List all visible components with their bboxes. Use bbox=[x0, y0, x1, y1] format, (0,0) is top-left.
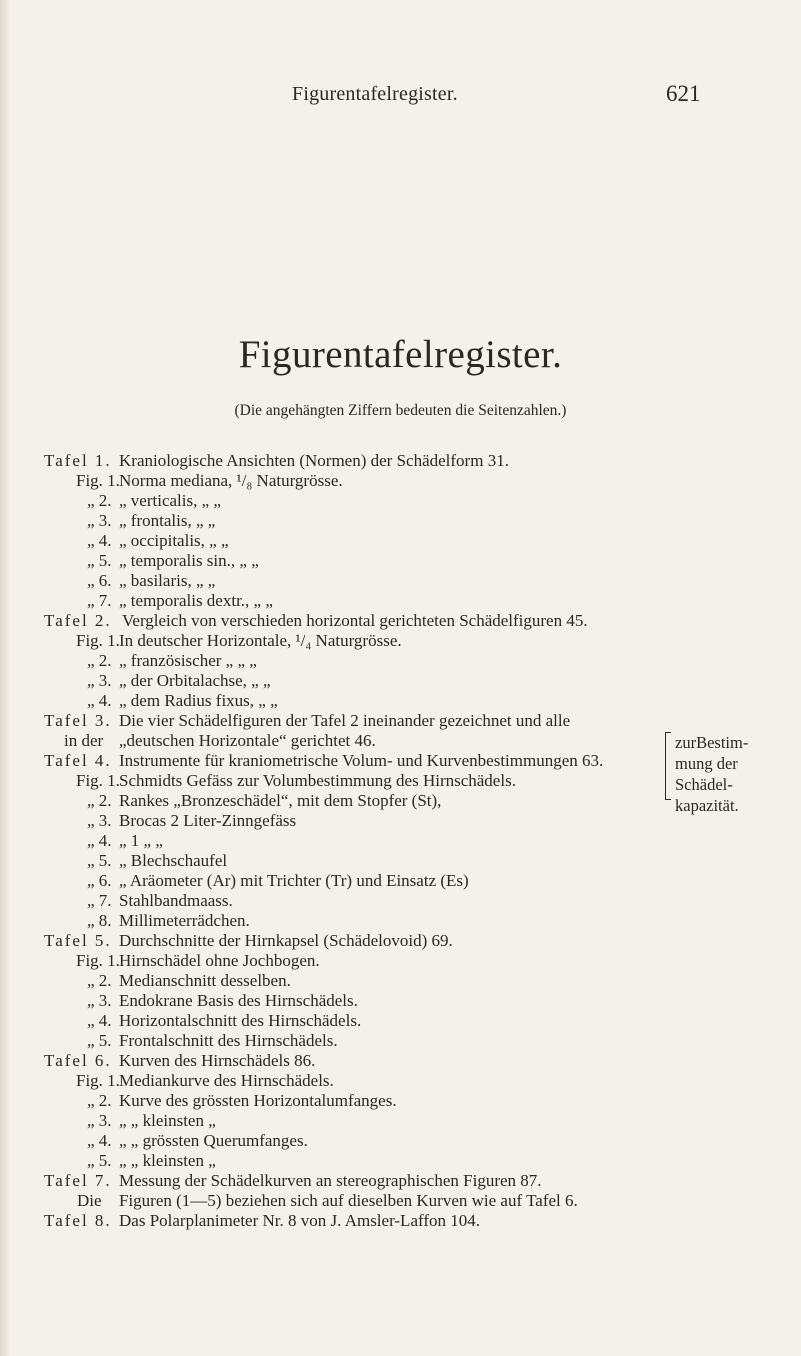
brace-note bbox=[675, 732, 748, 816]
running-header bbox=[0, 79, 801, 109]
page-subtitle: (Die angehängten Ziffern bedeuten die Seitenzahlen.) bbox=[234, 402, 567, 419]
brace-note-line: Schädel- bbox=[675, 775, 733, 794]
brace-note-line: kapazität. bbox=[675, 796, 739, 815]
binding-shadow bbox=[0, 0, 10, 1356]
running-head-title: Figurentafelregister. bbox=[292, 83, 458, 105]
page-title: Figurentafelregister. bbox=[238, 333, 563, 376]
brace-note-line: mung der bbox=[675, 754, 738, 773]
book-page: Figurentafelregister. 621 Figurentafelregister. (Die angehängten Ziffern bedeuten die Seitenzahlen.) Tafel 1. Kraniologische Ansichten (Normen) der Schädelform 31. Fig. 1. Norma mediana, ¹/₈ Naturgrösse. „ 2. „ verticalis, „ „ „ 3. „ frontalis, „ „ „ 4. „ occipitalis, „ „ „ 5. „ temporalis sin., „ „ „ 6. „ basilaris, „ „ „ 7. „ temporalis dextr., „ „ Tafel 2. Vergleich von verschieden horizontal gerichteten Schädelfiguren 45. Fig. 1. In deutscher Horizontale, ¹/₄ Naturgrösse. „ 2. „ französischer „ „ „ „ 3. „ der Orbitalachse, „ „ „ 4. „ dem Radius fixus, „ „ Tafel 3. Die vier Schädelfiguren der Tafel 2 ineinander gezeichnet und alle in der „deutschen Horizontale“ gerichtet 46. Tafel 4. Instrumente für kraniometrische Volum- und Kurvenbestimmungen 63. Fig. 1. Schmidts Gefäss zur Volumbestimmung des Hirnschädels. „ 2. Rankes „Bronzeschädel“, mit dem Stopfer (St), „ 3. Brocas 2 Liter-Zinngefäss „ 4. „ 1 „ „ „ 5. „ Blechschaufel „ 6. „ Aräometer (Ar) mit Trichter (Tr) und Einsatz (Es) „ 7. Stahlbandmaass. „ 8. Millimeterrädchen. Tafel 5. Durchschnitte der Hirnkapsel (Schädelovoid) 69. Fig. 1. Hirnschädel ohne Jochbogen. „ 2. Medianschnitt desselben. „ 3. Endokrane Basis des Hirnschädels. „ 4. Horizontalschnitt des Hirnschädels. „ 5. Frontalschnitt des Hirnschädels. Tafel 6. Kurven des Hirnschädels 86. Fig. 1. Mediankurve des Hirnschädels. „ 2. Kurve des grössten Horizontalumfanges. „ 3. „ „ kleinsten „ „ 4. „ „ grössten Querumfanges. „ 5. „ „ kleinsten „ Tafel 7. Messung der Schädelkurven an stereographischen Figuren 87. Die Figuren (1—5) beziehen sich auf dieselben Kurven wie auf Tafel 6. Tafel 8. Das Polarplanimeter Nr. 8 von J. Amsler-Laffon 104. zurBestim- mung der Schädel- kapazität. bbox=[0, 0, 801, 1356]
curly-brace bbox=[665, 732, 674, 800]
brace-note-line: zurBestim- bbox=[675, 733, 749, 752]
page-number: 621 bbox=[666, 81, 701, 106]
